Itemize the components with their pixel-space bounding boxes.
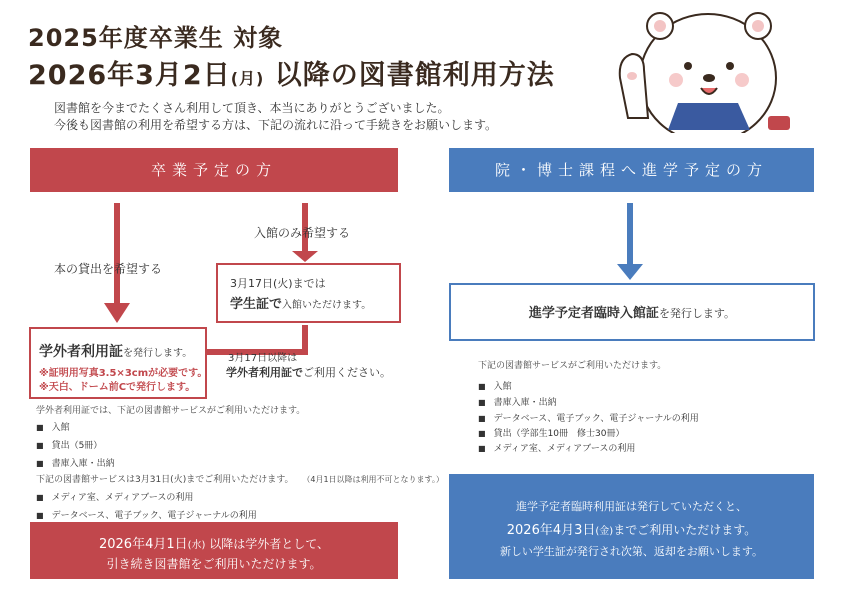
visitor-card-box: [29, 327, 207, 399]
card-note-photo: ※証明用写真3.5×3cmが必要です。: [39, 368, 208, 379]
limited-service-item: ■ データベース、電子ブック、電子ジャーナルの利用: [36, 508, 257, 521]
temp-pass-name: 進学予定者臨時入館証: [528, 306, 659, 321]
title-line1: 2025年度卒業生 対象: [28, 24, 284, 52]
right-service-item: ■ メディア室、メディアブースの利用: [478, 441, 635, 454]
after-line1: 3月17日以降は: [228, 353, 298, 364]
title-date: 2026年3月2日: [28, 60, 231, 91]
card-main-name: 学外者利用証: [39, 344, 123, 360]
limited-note: （4月1日以降は利用不可となります。）: [302, 475, 444, 484]
right-service-item: ■ 書庫入庫・出納: [478, 395, 557, 408]
temp-pass-text: [451, 302, 813, 321]
entry-box-line1: 3月17日(火)までは: [230, 277, 326, 290]
after-use-text: ご利用ください。: [303, 366, 391, 379]
right-service-item: ■ データベース、電子ブック、電子ジャーナルの利用: [478, 411, 699, 424]
intro-line1: 図書館を今までたくさん利用して頂き、本当にありがとうございました。: [54, 101, 450, 115]
right-services-intro: 下記の図書館サービスがご利用いただけます。: [478, 361, 667, 371]
limited-intro: [36, 472, 444, 485]
right-footer-line1: 進学予定者臨時利用証は発行していただくと、: [516, 500, 747, 513]
right-service-item: ■ 入館: [478, 379, 512, 392]
left-footer: [30, 522, 398, 579]
branch-lend-label: 本の貸出を希望する: [54, 262, 163, 276]
right-header: 院・博士課程へ進学予定の方: [449, 148, 814, 192]
title-suffix: 以降の図書館利用方法: [264, 60, 555, 91]
card-note-location: ※天白、ドーム前Cで発行します。: [39, 382, 196, 393]
left-services-intro: 学外者利用証では、下記の図書館サービスがご利用いただけます。: [36, 406, 306, 416]
right-flow-arrow: [610, 200, 650, 282]
limited-service-item: ■ メディア室、メディアブースの利用: [36, 490, 193, 503]
card-main: [39, 341, 192, 361]
entry-box-line2: [230, 293, 371, 312]
right-footer-line3: 新しい学生証が発行され次第、返却をお願いします。: [499, 545, 764, 558]
right-service-item: ■ 貸出（学部生10冊 修士30冊）: [478, 426, 624, 439]
left-service-item: ■ 書庫入庫・出納: [36, 456, 115, 469]
left-footer-line2: 引き続き図書館をご利用いただけます。: [106, 557, 322, 571]
student-id-text: 学生証で: [230, 297, 283, 312]
left-service-item: ■ 貸出（5冊）: [36, 438, 102, 451]
intro-line2: 今後も図書館の利用を希望する方は、下記の流れに沿って手続きをお願いします。: [54, 118, 498, 132]
temp-pass-box: [449, 283, 815, 341]
right-footer: [449, 474, 814, 579]
card-main-issue: を発行します。: [123, 348, 193, 359]
limited-intro-text: 下記の図書館サービスは3月31日(火)までご利用いただけます。: [36, 475, 294, 485]
left-footer-text: 以降は学外者として、: [205, 537, 330, 551]
right-footer-date: 2026年4月3日: [506, 523, 596, 538]
left-footer-weekday: (水): [187, 540, 206, 551]
left-header: 卒業予定の方: [30, 148, 398, 192]
title-line2: [28, 53, 555, 92]
right-footer-until: までご利用いただけます。: [613, 523, 757, 537]
left-footer-date: 2026年4月1日: [98, 537, 188, 552]
left-service-item: ■ 入館: [36, 420, 70, 433]
entry-box: [216, 263, 401, 323]
polar-bear-mascot-icon: [608, 8, 808, 133]
visitor-card-text: 学外者利用証で: [226, 366, 303, 379]
right-footer-weekday: (金): [595, 526, 614, 537]
entry-text: 入館いただけます。: [282, 300, 372, 311]
after-line2: [226, 364, 391, 380]
title-weekday: (月): [230, 69, 265, 88]
left-footer-line1: [30, 533, 398, 552]
right-footer-line2: [449, 519, 814, 538]
temp-pass-issue: を発行します。: [658, 307, 736, 320]
branch-entry-label: 入館のみ希望する: [254, 226, 351, 240]
